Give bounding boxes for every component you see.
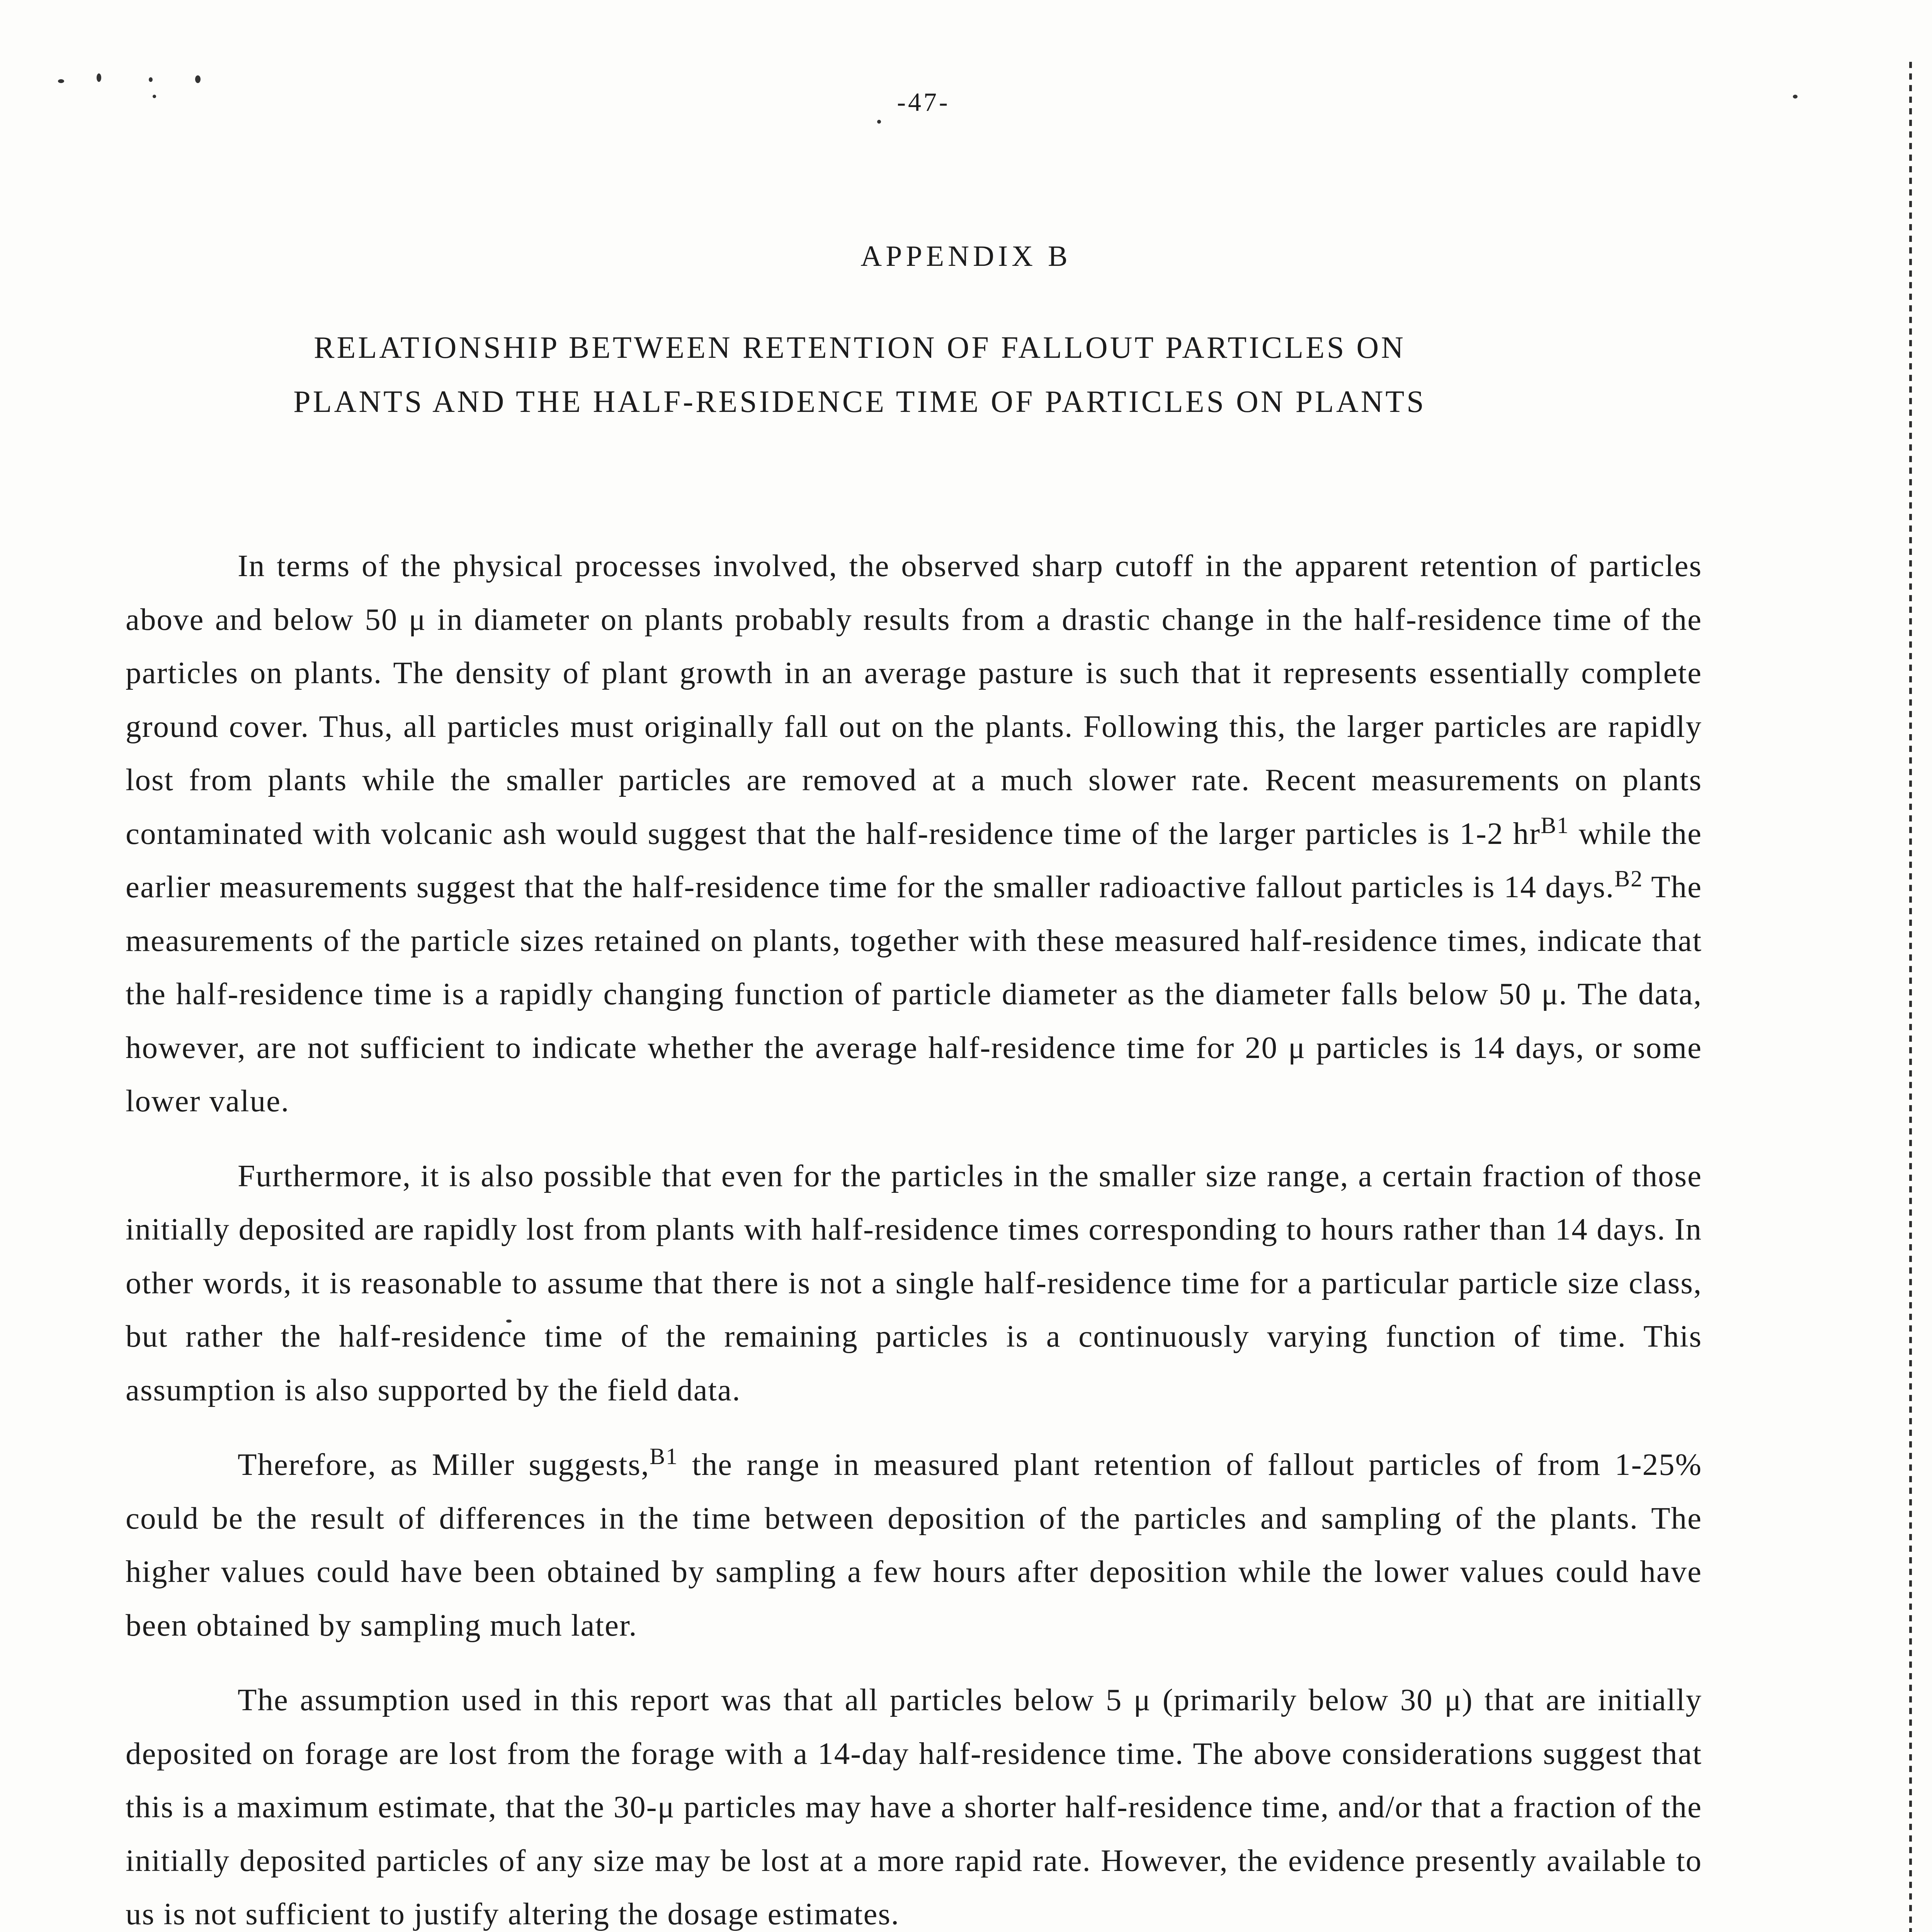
paragraph: Furthermore, it is also possible that even for the particles in the smaller size range, a certain fraction of those initially deposited are rapidly lost from plants with half-residence times corresponding to hours rather than 14 days. In other words, it is reasonable to assume that there is not a single half-residence time for a particular particle size class, but rather the half-residence time of the remaining particles is a continuously varying function of time. This assumption is also supported by the field data.: [126, 1158, 1702, 1407]
title-line: PLANTS AND THE HALF-RESIDENCE TIME OF PARTICLES ON PLANTS: [293, 385, 1426, 419]
paragraph: [126, 539, 1702, 1128]
binder-edge: [1907, 62, 1932, 1932]
reference-marker: B2: [1614, 866, 1643, 891]
scan-speck: [195, 75, 201, 83]
body-text: [126, 539, 1702, 1932]
appendix-title: [155, 321, 1565, 429]
reference-marker: B1: [1541, 812, 1570, 838]
binder-line: [1909, 62, 1912, 1932]
scan-speck: [1793, 95, 1798, 99]
page-number: -47-: [897, 87, 950, 117]
scan-speck: [153, 95, 156, 98]
appendix-label: APPENDIX B: [861, 240, 1071, 272]
scan-speck: [97, 73, 101, 82]
paragraph: The assumption used in this report was that all particles below 5 μ (primarily below 30 μ) that are initially deposited on forage are lost from the forage with a 14-day half-residence time. The above considerations suggest that this is a maximum estimate, that the 30-μ particles may have a shorter half-residence time, and/or that a fraction of the initially deposited particles of any size may be lost at a more rapid rate. However, the evidence presently available to us is not sufficient to justify altering the dosage estimates.: [126, 1682, 1702, 1931]
paragraph-text: Therefore, as Miller suggests,: [238, 1447, 650, 1482]
paragraph: [126, 1438, 1702, 1652]
scan-speck: [58, 79, 64, 83]
paragraph-text: In terms of the physical processes involved, the observed sharp cutoff in the apparent retention of particles above and below 50 μ in diameter on plants probably results from a drastic change in the half-residence time of the particles on plants. The density of plant growth in an average pasture is such that it represents essentially complete ground cover. Thus, all particles must originally fall out on the plants. Following this, the larger particles are rapidly lost from plants while the smaller particles are removed at a much slower rate. Recent measurements on plants contaminated with volcanic ash would suggest that the half-residence time of the larger particles is 1-2 hr: [126, 548, 1702, 851]
paragraph-text: while the earlier measurements suggest that the half-residence time for the smaller radioactive fallout particles is 14 days.: [126, 816, 1702, 904]
reference-marker: B1: [650, 1444, 679, 1469]
scan-speck: [877, 120, 881, 124]
title-line: RELATIONSHIP BETWEEN RETENTION OF FALLOUT PARTICLES ON: [314, 331, 1406, 365]
paragraph-text: The measurements of the particle sizes retained on plants, together with these measured half-residence times, indicate that the half-residence time is a rapidly changing function of particle diameter as the diameter falls below 50 μ. The data, however, are not sufficient to indicate whether the average half-residence time for 20 μ particles is 14 days, or some lower value.: [126, 869, 1702, 1118]
scan-speck: [149, 77, 153, 82]
paragraph-text: the range in measured plant retention of fallout particles of from 1-25% could be the result of differences in the time between deposition of the particles and sampling of the plants. The higher values could have been obtained by sampling a few hours after deposition while the lower values could have been obtained by sampling much later.: [126, 1447, 1702, 1643]
